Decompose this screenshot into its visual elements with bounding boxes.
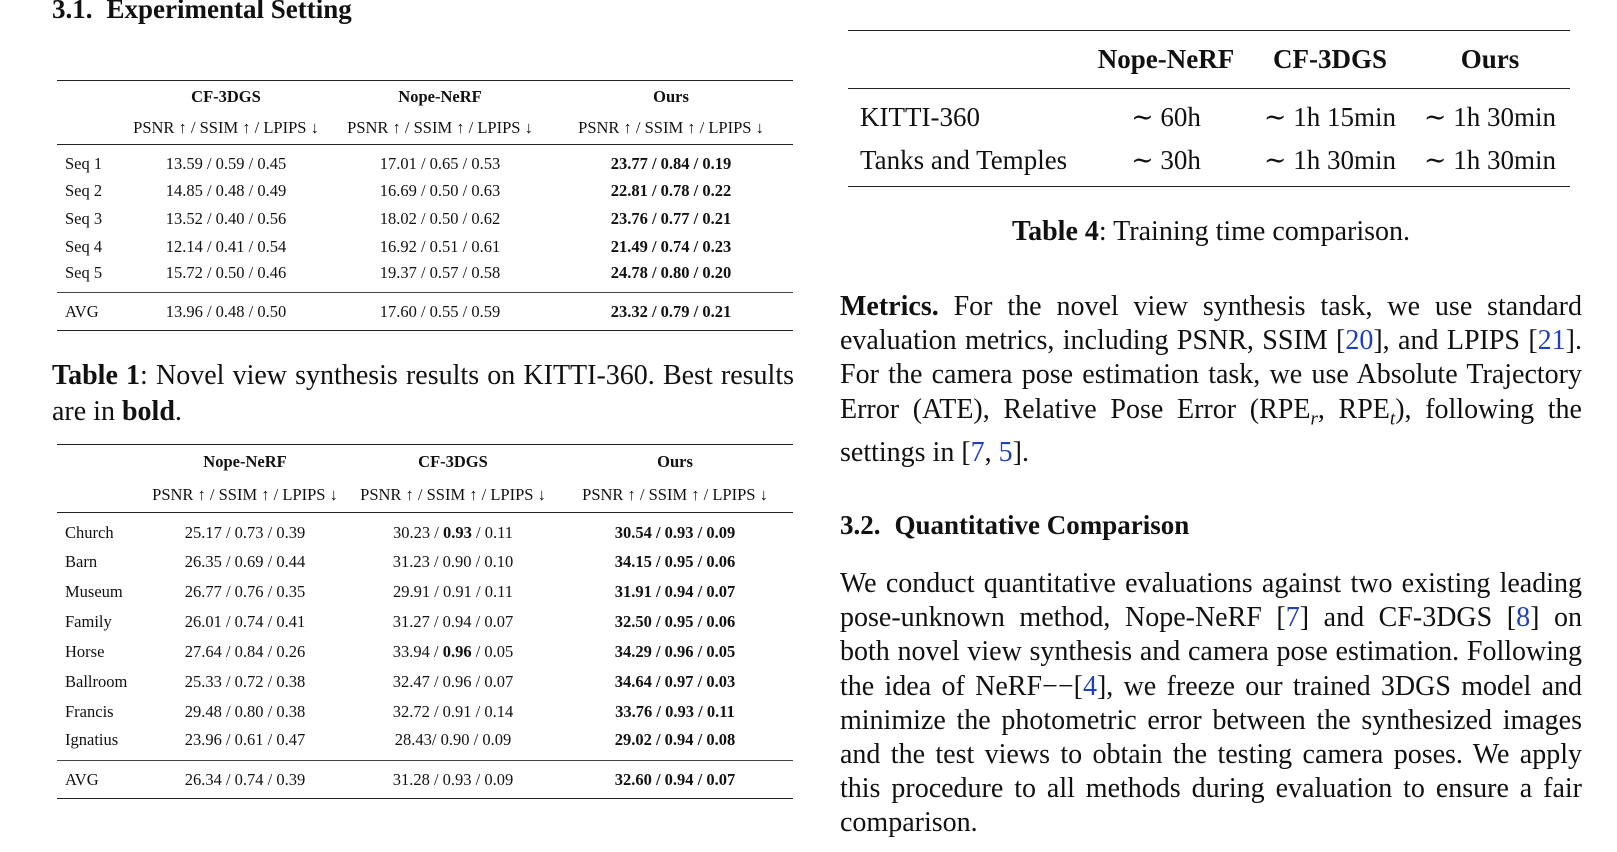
table2-metric-header: PSNR ↑ / SSIM ↑ / LPIPS ↓	[360, 485, 546, 505]
row-label: Barn	[65, 551, 98, 571]
table-cell: 13.96 / 0.48 / 0.50	[165, 301, 287, 321]
table-row	[57, 697, 793, 727]
table-cell-best: 29.02 / 0.94 / 0.08	[614, 730, 736, 750]
table-row	[57, 513, 793, 547]
table1-metric-header: PSNR ↑ / SSIM ↑ / LPIPS ↓	[578, 118, 764, 138]
table2-method-header: Nope-NeRF	[203, 451, 287, 471]
table-cell: 31.27 / 0.94 / 0.07	[392, 611, 514, 631]
table-cell-best: 34.15 / 0.95 / 0.06	[614, 551, 736, 571]
table-cell	[349, 637, 557, 667]
table-cell: 26.35 / 0.69 / 0.44	[184, 551, 306, 571]
table-cell: 29.91 / 0.91 / 0.11	[393, 581, 513, 601]
row-label: Seq 3	[65, 208, 103, 228]
paragraph-text: For the novel view synthesis task, we use standard evaluation metrics, including PSNR, SSIM [	[840, 291, 1582, 357]
table-cell: ∼ 60h	[1131, 102, 1201, 133]
table-cell-best: 23.76 / 0.77 / 0.21	[610, 208, 732, 228]
table-cell: 29.48 / 0.80 / 0.38	[184, 701, 306, 721]
table-row	[57, 261, 793, 293]
row-label: AVG	[65, 769, 99, 789]
subscript: t	[1389, 408, 1396, 430]
table-cell: ∼ 30h	[1131, 144, 1201, 175]
metrics-paragraph	[840, 290, 1582, 471]
row-label: Ignatius	[65, 730, 119, 750]
table-cell: 31.28 / 0.93 / 0.09	[392, 769, 514, 789]
table-cell: 26.77 / 0.76 / 0.35	[184, 581, 306, 601]
table-row	[848, 141, 1570, 187]
row-label: Francis	[65, 701, 114, 721]
table-2-tanks-temples	[57, 444, 793, 799]
table-cell: 25.17 / 0.73 / 0.39	[184, 522, 306, 542]
paragraph-text: ], we freeze our trained 3DGS model and minimize the photometric error between the synthesized images and the test views to obtain the testing camera poses. We apply this procedure to all methods during evaluation to ensure a fair comparison.	[840, 670, 1583, 839]
table-cell-best: 34.64 / 0.97 / 0.03	[614, 671, 736, 691]
table-cell-best: 23.32 / 0.79 / 0.21	[610, 301, 732, 321]
paragraph-text: ].	[1012, 437, 1029, 469]
row-label: Museum	[65, 581, 123, 601]
cell-part: / 0.05	[471, 641, 514, 661]
table-cell: 32.47 / 0.96 / 0.07	[392, 671, 514, 691]
caption-label: Table 4	[1012, 216, 1099, 247]
row-label: Horse	[65, 641, 105, 661]
table-avg-row	[57, 293, 793, 331]
table-cell: 32.72 / 0.91 / 0.14	[392, 701, 514, 721]
paragraph-lead: Metrics.	[840, 291, 939, 322]
table-cell: 15.72 / 0.50 / 0.46	[165, 263, 287, 283]
table-row	[57, 547, 793, 577]
table-cell-best: 32.50 / 0.95 / 0.06	[614, 611, 736, 631]
table1-metric-header: PSNR ↑ / SSIM ↑ / LPIPS ↓	[347, 118, 533, 138]
section-heading-3-1	[52, 0, 352, 25]
paragraph-text: ] on both novel view synthesis and camera pose estimation. Following the idea of NeRF−−[	[840, 602, 1582, 702]
subscript: r	[1310, 408, 1318, 430]
row-label: Church	[65, 522, 114, 542]
table-row	[57, 233, 793, 261]
paragraph-text: , RPE	[1317, 393, 1390, 425]
table-cell: 31.23 / 0.90 / 0.10	[392, 551, 514, 571]
citation-link[interactable]: 8	[1516, 602, 1531, 634]
table-cell: 16.69 / 0.50 / 0.63	[379, 180, 501, 200]
table-cell: ∼ 1h 15min	[1263, 102, 1397, 133]
citation-link[interactable]: 20	[1345, 325, 1374, 357]
table-cell: 26.34 / 0.74 / 0.39	[184, 769, 306, 789]
table-row	[57, 205, 793, 233]
cell-part: 33.94 /	[392, 641, 443, 661]
section-number: 3.1.	[52, 0, 93, 24]
table-4-training-time	[848, 30, 1570, 187]
table-cell-best: 34.29 / 0.96 / 0.05	[614, 641, 736, 661]
table-cell: 25.33 / 0.72 / 0.38	[184, 671, 306, 691]
table4-header: Nope-NeRF	[1097, 44, 1235, 74]
cell-part-bold: 0.93	[442, 522, 472, 542]
paragraph-text: ), following the settings in [	[840, 393, 1582, 469]
table-cell-best: 32.60 / 0.94 / 0.07	[614, 769, 736, 789]
table-row	[57, 577, 793, 607]
table-1-caption	[52, 358, 794, 430]
table4-header: CF-3DGS	[1273, 44, 1387, 74]
caption-text: : Training time comparison.	[1098, 216, 1410, 247]
paragraph-text: ] and CF-3DGS [	[1299, 602, 1517, 634]
row-label: Family	[65, 611, 112, 631]
cell-part: / 0.11	[471, 522, 513, 542]
section-title: Experimental Setting	[106, 0, 352, 24]
table-cell-best: 23.77 / 0.84 / 0.19	[610, 153, 732, 173]
paragraph-text: ], and LPIPS [	[1373, 325, 1538, 357]
table2-method-header: CF-3DGS	[418, 451, 488, 471]
table-cell: ∼ 1h 30min	[1423, 144, 1557, 175]
row-label: Ballroom	[65, 671, 128, 691]
table-cell: 13.59 / 0.59 / 0.45	[165, 153, 287, 173]
row-label: Seq 2	[65, 180, 103, 200]
table-cell: 13.52 / 0.40 / 0.56	[165, 208, 287, 228]
table-row	[57, 145, 793, 177]
table-cell: 17.60 / 0.55 / 0.59	[379, 301, 501, 321]
table-row	[57, 667, 793, 697]
table-1-kitti	[57, 80, 793, 331]
citation-link[interactable]: 21	[1537, 325, 1566, 357]
table-cell-best: 21.49 / 0.74 / 0.23	[610, 236, 732, 256]
paragraph-text: We conduct quantitative evaluations against two existing leading pose-unknown method, Nope-NeRF [	[840, 568, 1582, 634]
table1-method-header: Ours	[653, 86, 689, 106]
paragraph-text: ]. For the camera pose estimation task, we use Absolute Trajectory Error (ATE), Relative Pose Error (RPE	[840, 325, 1582, 425]
table-cell: 17.01 / 0.65 / 0.53	[379, 153, 501, 173]
table1-metric-header: PSNR ↑ / SSIM ↑ / LPIPS ↓	[133, 118, 319, 138]
citation-link[interactable]: 4	[1082, 670, 1097, 702]
citation-link[interactable]: 7	[970, 437, 985, 469]
table-cell: 27.64 / 0.84 / 0.26	[184, 641, 306, 661]
cell-part-bold: 0.96	[442, 641, 472, 661]
table-cell	[349, 513, 557, 547]
table-cell-best: 24.78 / 0.80 / 0.20	[610, 263, 732, 283]
row-label: AVG	[65, 301, 99, 321]
table-row	[57, 177, 793, 205]
table-cell-best: 30.54 / 0.93 / 0.09	[614, 522, 736, 542]
table-cell: 18.02 / 0.50 / 0.62	[379, 208, 501, 228]
cell-part: 30.23 /	[393, 522, 443, 542]
table-cell: 28.43/ 0.90 / 0.09	[394, 730, 512, 750]
table-cell: 12.14 / 0.41 / 0.54	[165, 236, 287, 256]
table-cell-best: 31.91 / 0.94 / 0.07	[614, 581, 736, 601]
row-label: Seq 5	[65, 263, 103, 283]
table2-metric-header: PSNR ↑ / SSIM ↑ / LPIPS ↓	[152, 485, 338, 505]
caption-text: : Novel view synthesis results on KITTI-360. Best results are in	[52, 360, 794, 427]
caption-end: .	[174, 396, 182, 427]
section-title: Quantitative Comparison	[894, 510, 1190, 540]
table1-method-header: Nope-NeRF	[398, 86, 482, 106]
table-cell-best: 22.81 / 0.78 / 0.22	[610, 180, 732, 200]
table-cell: ∼ 1h 30min	[1263, 144, 1397, 175]
table2-method-header: Ours	[657, 451, 693, 471]
table-cell: 14.85 / 0.48 / 0.49	[165, 180, 287, 200]
table-cell-best: 33.76 / 0.93 / 0.11	[615, 701, 735, 721]
table-row	[57, 727, 793, 761]
section-number: 3.2.	[840, 510, 881, 540]
table-4-caption	[840, 214, 1582, 250]
section-heading-3-2	[840, 510, 1189, 541]
table-row	[57, 607, 793, 637]
table-row	[57, 637, 793, 667]
citation-link[interactable]: 7	[1285, 602, 1300, 634]
caption-bold-word: bold	[121, 396, 175, 427]
table1-method-header: CF-3DGS	[191, 86, 261, 106]
table-cell: 19.37 / 0.57 / 0.58	[379, 263, 501, 283]
table-row	[848, 89, 1570, 141]
row-label: Seq 4	[65, 236, 103, 256]
citation-link[interactable]: 5	[998, 437, 1013, 469]
table-avg-row	[57, 761, 793, 799]
table-cell: 23.96 / 0.61 / 0.47	[184, 730, 306, 750]
quantitative-paragraph	[840, 567, 1582, 841]
caption-label: Table 1	[52, 360, 141, 391]
table-cell: ∼ 1h 30min	[1423, 102, 1557, 133]
paragraph-text: ,	[984, 437, 999, 469]
row-label: KITTI-360	[860, 102, 980, 133]
row-label: Tanks and Temples	[860, 144, 1068, 175]
table-cell: 16.92 / 0.51 / 0.61	[379, 236, 501, 256]
row-label: Seq 1	[65, 153, 103, 173]
table-cell: 26.01 / 0.74 / 0.41	[184, 611, 306, 631]
table4-header	[848, 31, 1082, 89]
table2-metric-header: PSNR ↑ / SSIM ↑ / LPIPS ↓	[582, 485, 768, 505]
table4-header: Ours	[1460, 44, 1520, 74]
